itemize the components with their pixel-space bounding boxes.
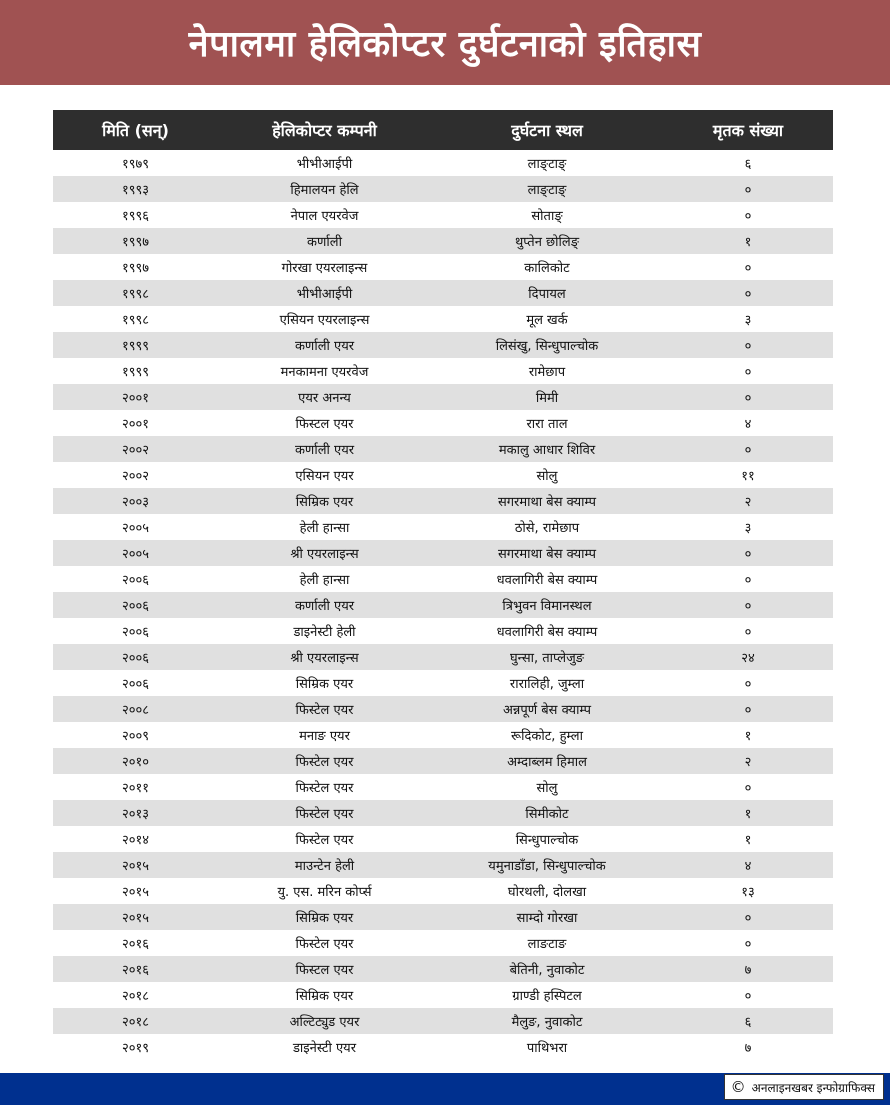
- cell-company: एसियन एयरलाइन्स: [218, 306, 431, 332]
- cell-deaths: २: [663, 488, 833, 514]
- table-row: [53, 254, 833, 280]
- table-row: [53, 358, 833, 384]
- cell-deaths: ६: [663, 150, 833, 176]
- cell-location: घुन्सा, ताप्लेजुङ: [431, 644, 663, 670]
- cell-deaths: ०: [663, 176, 833, 202]
- cell-deaths: ०: [663, 618, 833, 644]
- cell-location: कालिकोट: [431, 254, 663, 280]
- cell-date: २०१३: [53, 800, 218, 826]
- cell-location: लाङ्टाङ्: [431, 150, 663, 176]
- cell-company: डाइनेस्टी एयर: [218, 1034, 431, 1060]
- cell-date: १९९७: [53, 228, 218, 254]
- copyright-icon: ©: [730, 1078, 746, 1096]
- cell-deaths: १: [663, 800, 833, 826]
- cell-date: २००६: [53, 566, 218, 592]
- column-header-date: मिति (सन्): [53, 110, 218, 150]
- cell-date: २०१८: [53, 1008, 218, 1034]
- column-header-deaths: मृतक संख्या: [663, 110, 833, 150]
- cell-location: मूल खर्क: [431, 306, 663, 332]
- cell-location: अन्नपूर्ण बेस क्याम्प: [431, 696, 663, 722]
- cell-date: १९९८: [53, 306, 218, 332]
- table-body: [53, 150, 833, 1060]
- table-row: [53, 852, 833, 878]
- cell-date: १९९९: [53, 332, 218, 358]
- cell-deaths: ०: [663, 332, 833, 358]
- table-row: [53, 696, 833, 722]
- cell-company: एयर अनन्य: [218, 384, 431, 410]
- cell-location: लिसंखु, सिन्धुपाल्चोक: [431, 332, 663, 358]
- cell-deaths: ०: [663, 592, 833, 618]
- cell-company: भीभीआईपी: [218, 150, 431, 176]
- cell-company: श्री एयरलाइन्स: [218, 644, 431, 670]
- cell-company: हेली हान्सा: [218, 566, 431, 592]
- cell-location: मैलुङ, नुवाकोट: [431, 1008, 663, 1034]
- table-row: [53, 436, 833, 462]
- table-row: [53, 1008, 833, 1034]
- table-row: [53, 904, 833, 930]
- cell-date: २०१५: [53, 904, 218, 930]
- cell-deaths: ०: [663, 930, 833, 956]
- table-row: [53, 774, 833, 800]
- cell-company: मनकामना एयरवेज: [218, 358, 431, 384]
- cell-deaths: ०: [663, 982, 833, 1008]
- cell-location: सोताङ्: [431, 202, 663, 228]
- cell-company: एसियन एयर: [218, 462, 431, 488]
- cell-location: रामेछाप: [431, 358, 663, 384]
- cell-deaths: ०: [663, 540, 833, 566]
- cell-company: सिम्रिक एयर: [218, 488, 431, 514]
- table-row: [53, 202, 833, 228]
- cell-company: नेपाल एयरवेज: [218, 202, 431, 228]
- cell-deaths: २४: [663, 644, 833, 670]
- cell-deaths: ७: [663, 956, 833, 982]
- cell-date: २०१५: [53, 878, 218, 904]
- table-row: [53, 306, 833, 332]
- title-banner: [0, 0, 890, 85]
- cell-company: माउन्टेन हेली: [218, 852, 431, 878]
- table-row: [53, 540, 833, 566]
- table-row: [53, 228, 833, 254]
- cell-date: २००५: [53, 514, 218, 540]
- cell-deaths: २: [663, 748, 833, 774]
- cell-date: २००६: [53, 592, 218, 618]
- cell-location: घोरथली, दोलखा: [431, 878, 663, 904]
- cell-date: २०१४: [53, 826, 218, 852]
- cell-location: सोलु: [431, 774, 663, 800]
- cell-company: भीभीआईपी: [218, 280, 431, 306]
- cell-date: २००२: [53, 462, 218, 488]
- cell-date: २०१९: [53, 1034, 218, 1060]
- cell-date: २००५: [53, 540, 218, 566]
- cell-date: १९९३: [53, 176, 218, 202]
- table-row: [53, 488, 833, 514]
- cell-date: २००१: [53, 410, 218, 436]
- cell-deaths: ४: [663, 410, 833, 436]
- cell-company: सिम्रिक एयर: [218, 982, 431, 1008]
- cell-deaths: ०: [663, 670, 833, 696]
- cell-date: २००२: [53, 436, 218, 462]
- cell-deaths: १३: [663, 878, 833, 904]
- cell-date: १९९९: [53, 358, 218, 384]
- table-row: [53, 176, 833, 202]
- cell-location: धवलागिरी बेस क्याम्प: [431, 618, 663, 644]
- cell-company: फिस्टेल एयर: [218, 696, 431, 722]
- cell-date: १९९८: [53, 280, 218, 306]
- table-row: [53, 280, 833, 306]
- cell-company: कर्णाली एयर: [218, 332, 431, 358]
- table-row: [53, 410, 833, 436]
- cell-deaths: १: [663, 722, 833, 748]
- table-row: [53, 644, 833, 670]
- cell-location: मकालु आधार शिविर: [431, 436, 663, 462]
- page-title: नेपालमा हेलिकोप्टर दुर्घटनाको इतिहास: [188, 24, 702, 65]
- cell-date: १९७९: [53, 150, 218, 176]
- cell-location: सगरमाथा बेस क्याम्प: [431, 488, 663, 514]
- table-row: [53, 826, 833, 852]
- cell-location: बेतिनी, नुवाकोट: [431, 956, 663, 982]
- cell-date: २०१०: [53, 748, 218, 774]
- cell-date: २००६: [53, 644, 218, 670]
- credit-badge: [724, 1074, 884, 1100]
- cell-company: कर्णाली एयर: [218, 592, 431, 618]
- cell-location: थुप्तेन छोलिङ्: [431, 228, 663, 254]
- accident-table: [53, 110, 833, 1060]
- cell-deaths: ३: [663, 306, 833, 332]
- table-row: [53, 956, 833, 982]
- cell-company: गोरखा एयरलाइन्स: [218, 254, 431, 280]
- cell-location: मिमी: [431, 384, 663, 410]
- cell-location: साम्दो गोरखा: [431, 904, 663, 930]
- cell-company: श्री एयरलाइन्स: [218, 540, 431, 566]
- table-row: [53, 670, 833, 696]
- cell-deaths: ०: [663, 436, 833, 462]
- cell-company: फिस्टेल एयर: [218, 774, 431, 800]
- cell-company: कर्णाली: [218, 228, 431, 254]
- cell-deaths: ६: [663, 1008, 833, 1034]
- table-row: [53, 800, 833, 826]
- cell-date: २०१६: [53, 956, 218, 982]
- table-header-row: [53, 110, 833, 150]
- cell-location: सोलु: [431, 462, 663, 488]
- cell-location: लाङ्टाङ्: [431, 176, 663, 202]
- cell-location: अम्दाब्लम हिमाल: [431, 748, 663, 774]
- table-row: [53, 982, 833, 1008]
- cell-company: मनाङ एयर: [218, 722, 431, 748]
- column-header-location: दुर्घटना स्थल: [431, 110, 663, 150]
- table-row: [53, 748, 833, 774]
- table-row: [53, 878, 833, 904]
- column-header-company: हेलिकोप्टर कम्पनी: [218, 110, 431, 150]
- cell-location: धवलागिरी बेस क्याम्प: [431, 566, 663, 592]
- table-row: [53, 384, 833, 410]
- cell-company: कर्णाली एयर: [218, 436, 431, 462]
- cell-company: हेली हान्सा: [218, 514, 431, 540]
- cell-location: लाङटाङ: [431, 930, 663, 956]
- cell-company: डाइनेस्टी हेली: [218, 618, 431, 644]
- accident-table-container: [53, 110, 833, 1060]
- cell-deaths: ११: [663, 462, 833, 488]
- cell-company: फिस्टेल एयर: [218, 800, 431, 826]
- table-row: [53, 930, 833, 956]
- cell-date: २०१५: [53, 852, 218, 878]
- cell-date: २०१६: [53, 930, 218, 956]
- cell-company: फिस्टेल एयर: [218, 930, 431, 956]
- table-row: [53, 566, 833, 592]
- cell-company: हिमालयन हेलि: [218, 176, 431, 202]
- cell-deaths: १: [663, 826, 833, 852]
- table-row: [53, 150, 833, 176]
- cell-company: सिम्रिक एयर: [218, 670, 431, 696]
- cell-location: ग्राण्डी हस्पिटल: [431, 982, 663, 1008]
- cell-date: २००६: [53, 670, 218, 696]
- cell-company: फिस्टल एयर: [218, 956, 431, 982]
- table-row: [53, 722, 833, 748]
- cell-date: २००६: [53, 618, 218, 644]
- cell-deaths: ७: [663, 1034, 833, 1060]
- table-row: [53, 332, 833, 358]
- cell-date: २००९: [53, 722, 218, 748]
- cell-deaths: ०: [663, 904, 833, 930]
- table-row: [53, 514, 833, 540]
- cell-deaths: ०: [663, 202, 833, 228]
- cell-location: सगरमाथा बेस क्याम्प: [431, 540, 663, 566]
- cell-deaths: ४: [663, 852, 833, 878]
- credit-text: अनलाइनखबर इन्फोग्राफिक्स: [751, 1080, 875, 1095]
- cell-date: १९९७: [53, 254, 218, 280]
- cell-deaths: ०: [663, 254, 833, 280]
- cell-location: पाथिभरा: [431, 1034, 663, 1060]
- table-row: [53, 462, 833, 488]
- cell-location: सिमीकोट: [431, 800, 663, 826]
- cell-location: रारा ताल: [431, 410, 663, 436]
- cell-location: त्रिभुवन विमानस्थल: [431, 592, 663, 618]
- cell-deaths: ०: [663, 566, 833, 592]
- cell-company: फिस्टल एयर: [218, 410, 431, 436]
- cell-deaths: ०: [663, 280, 833, 306]
- cell-location: सिन्धुपाल्चोक: [431, 826, 663, 852]
- cell-location: रूदिकोट, हुम्ला: [431, 722, 663, 748]
- cell-date: २००३: [53, 488, 218, 514]
- table-row: [53, 1034, 833, 1060]
- cell-company: अल्टिट्युड एयर: [218, 1008, 431, 1034]
- cell-location: दिपायल: [431, 280, 663, 306]
- cell-date: २०१८: [53, 982, 218, 1008]
- cell-date: २०११: [53, 774, 218, 800]
- cell-company: यु. एस. मरिन कोर्प्स: [218, 878, 431, 904]
- cell-location: ठोसे, रामेछाप: [431, 514, 663, 540]
- cell-company: फिस्टेल एयर: [218, 826, 431, 852]
- cell-company: सिम्रिक एयर: [218, 904, 431, 930]
- cell-deaths: ०: [663, 384, 833, 410]
- cell-date: २००८: [53, 696, 218, 722]
- table-row: [53, 618, 833, 644]
- cell-location: रारालिही, जुम्ला: [431, 670, 663, 696]
- cell-location: यमुनाडाँडा, सिन्धुपाल्चोक: [431, 852, 663, 878]
- cell-date: १९९६: [53, 202, 218, 228]
- table-row: [53, 592, 833, 618]
- cell-deaths: ०: [663, 358, 833, 384]
- cell-deaths: ०: [663, 774, 833, 800]
- cell-deaths: १: [663, 228, 833, 254]
- cell-company: फिस्टेल एयर: [218, 748, 431, 774]
- cell-date: २००१: [53, 384, 218, 410]
- cell-deaths: ०: [663, 696, 833, 722]
- cell-deaths: ३: [663, 514, 833, 540]
